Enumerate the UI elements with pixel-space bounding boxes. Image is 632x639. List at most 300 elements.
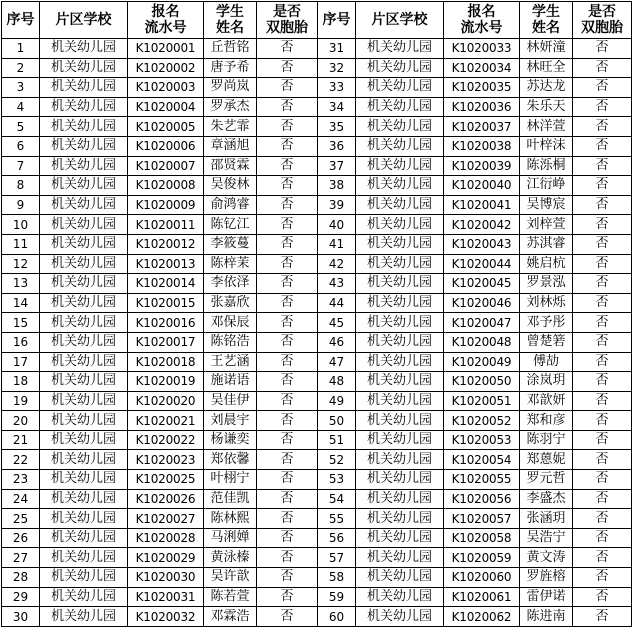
table-row [2,176,632,196]
serial-cell: K1020034 [444,58,520,78]
twin-cell: 否 [257,411,318,431]
school-cell: 机关幼儿园 [356,136,444,156]
table-row [2,97,632,117]
school-cell: 机关幼儿园 [40,332,128,352]
serial-cell: K1020028 [128,528,204,548]
twin-cell: 否 [573,97,632,117]
school-cell: 机关幼儿园 [356,548,444,568]
name-cell: 曾楚箬 [520,332,573,352]
name-cell: 罗旌榕 [520,568,573,588]
seq-cell: 16 [2,332,40,352]
serial-cell: K1020023 [128,450,204,470]
name-header [204,2,257,39]
school-cell: 机关幼儿园 [356,332,444,352]
serial-cell: K1020046 [444,293,520,313]
table-row [2,568,632,588]
serial-cell: K1020025 [128,470,204,490]
twin-cell: 否 [257,587,318,607]
twin-cell: 否 [257,117,318,137]
name-cell: 丘哲铭 [204,39,257,59]
header-line: 报名 [467,4,496,20]
school-cell: 机关幼儿园 [40,195,128,215]
name-cell: 刘晨宇 [204,411,257,431]
twin-cell: 否 [257,372,318,392]
name-cell: 姚启杭 [520,254,573,274]
school-cell: 机关幼儿园 [356,293,444,313]
seq-cell: 30 [2,607,40,627]
serial-cell: K1020031 [128,587,204,607]
twin-cell: 否 [257,58,318,78]
name-cell: 叶梓沫 [520,136,573,156]
twin-cell: 否 [257,548,318,568]
seq-cell: 32 [318,58,356,78]
school-cell: 机关幼儿园 [356,607,444,627]
seq-cell: 57 [318,548,356,568]
twin-cell: 否 [257,607,318,627]
twin-cell: 否 [573,470,632,490]
twin-cell: 否 [573,313,632,333]
seq-cell: 54 [318,489,356,509]
table-row [2,509,632,529]
twin-cell: 否 [573,391,632,411]
serial-cell: K1020060 [444,568,520,588]
name-cell: 张涵玥 [520,509,573,529]
seq-cell: 48 [318,372,356,392]
school-cell: 机关幼儿园 [356,78,444,98]
school-cell: 机关幼儿园 [40,274,128,294]
table-row [2,450,632,470]
header-line: 片区学校 [371,12,428,28]
twin-cell: 否 [573,332,632,352]
seq-cell: 31 [318,39,356,59]
table-row [2,352,632,372]
header-line: 双胞胎 [581,20,623,36]
serial-cell: K1020053 [444,430,520,450]
school-cell: 机关幼儿园 [356,176,444,196]
school-cell: 机关幼儿园 [356,430,444,450]
name-cell: 陈梓茉 [204,254,257,274]
name-cell: 黄文涛 [520,548,573,568]
serial-cell: K1020026 [128,489,204,509]
serial-cell: K1020047 [444,313,520,333]
twin-cell: 否 [573,352,632,372]
twin-cell: 否 [257,293,318,313]
seq-cell: 35 [318,117,356,137]
serial-cell: K1020030 [128,568,204,588]
seq-cell: 42 [318,254,356,274]
serial-cell: K1020055 [444,470,520,490]
seq-cell: 19 [2,391,40,411]
serial-cell: K1020005 [128,117,204,137]
table-row [2,548,632,568]
table-row [2,117,632,137]
twin-cell: 否 [257,450,318,470]
school-cell: 机关幼儿园 [356,313,444,333]
twin-cell: 否 [573,587,632,607]
twin-cell: 否 [257,352,318,372]
serial-cell: K1020045 [444,274,520,294]
header-line: 序号 [6,12,35,28]
serial-cell: K1020011 [128,215,204,235]
name-cell: 黄泳榛 [204,548,257,568]
serial-cell: K1020021 [128,411,204,431]
serial-cell: K1020008 [128,176,204,196]
seq-cell: 44 [318,293,356,313]
school-cell: 机关幼儿园 [40,136,128,156]
twin-cell: 否 [573,509,632,529]
twin-cell: 否 [573,254,632,274]
table-row [2,489,632,509]
seq-cell: 7 [2,156,40,176]
school-cell: 机关幼儿园 [40,450,128,470]
name-cell: 邓予彤 [520,313,573,333]
serial-cell: K1020022 [128,430,204,450]
seq-cell: 4 [2,97,40,117]
header-line: 流水号 [460,20,503,36]
school-cell: 机关幼儿园 [40,97,128,117]
table-row [2,274,632,294]
serial-cell: K1020062 [444,607,520,627]
school-cell: 机关幼儿园 [356,391,444,411]
school-cell: 机关幼儿园 [356,97,444,117]
name-cell: 吴佳伊 [204,391,257,411]
twin-cell: 否 [257,78,318,98]
seq-cell: 52 [318,450,356,470]
table-row [2,156,632,176]
table-row [2,136,632,156]
school-cell: 机关幼儿园 [356,568,444,588]
name-cell: 陈泺桐 [520,156,573,176]
name-cell: 朱艺霏 [204,117,257,137]
table-row [2,391,632,411]
school-cell: 机关幼儿园 [40,470,128,490]
seq-cell: 17 [2,352,40,372]
school-cell: 机关幼儿园 [356,254,444,274]
table-row [2,234,632,254]
twin-cell: 否 [573,78,632,98]
name-cell: 吴浩宁 [520,528,573,548]
serial-cell: K1020009 [128,195,204,215]
seq-cell: 39 [318,195,356,215]
school-cell: 机关幼儿园 [356,58,444,78]
school-cell: 机关幼儿园 [356,117,444,137]
twin-cell: 否 [257,254,318,274]
twin-cell: 否 [573,39,632,59]
name-cell: 罗尚岚 [204,78,257,98]
seq-cell: 28 [2,568,40,588]
school-cell: 机关幼儿园 [356,215,444,235]
school-cell: 机关幼儿园 [40,528,128,548]
name-cell: 李依泽 [204,274,257,294]
serial-header [128,2,204,39]
header-line: 双胞胎 [266,20,308,36]
seq-header-2 [318,2,356,39]
seq-cell: 26 [2,528,40,548]
serial-header-2 [444,2,520,39]
school-cell: 机关幼儿园 [356,450,444,470]
header-line: 姓名 [216,20,244,36]
twin-cell: 否 [257,509,318,529]
twin-cell: 否 [573,568,632,588]
seq-cell: 1 [2,39,40,59]
header-row [2,2,632,39]
twin-cell: 否 [573,548,632,568]
serial-cell: K1020001 [128,39,204,59]
serial-cell: K1020043 [444,234,520,254]
school-cell: 机关幼儿园 [40,430,128,450]
twin-cell: 否 [573,411,632,431]
seq-cell: 22 [2,450,40,470]
serial-cell: K1020018 [128,352,204,372]
twin-cell: 否 [573,293,632,313]
name-cell: 朱乐天 [520,97,573,117]
header-line: 序号 [322,12,351,28]
twin-cell: 否 [573,176,632,196]
header-line: 学生 [532,4,560,20]
seq-cell: 29 [2,587,40,607]
name-cell: 傅劼 [520,352,573,372]
twin-cell: 否 [257,489,318,509]
table-row [2,293,632,313]
header-line: 是否 [273,4,301,20]
twin-cell: 否 [573,607,632,627]
seq-cell: 56 [318,528,356,548]
twin-cell: 否 [573,528,632,548]
name-cell: 吴俊林 [204,176,257,196]
school-cell: 机关幼儿园 [40,568,128,588]
serial-cell: K1020039 [444,156,520,176]
seq-cell: 20 [2,411,40,431]
school-cell: 机关幼儿园 [40,117,128,137]
serial-cell: K1020002 [128,58,204,78]
twin-cell: 否 [573,117,632,137]
seq-cell: 45 [318,313,356,333]
school-cell: 机关幼儿园 [356,195,444,215]
name-cell: 陈铭浩 [204,332,257,352]
school-cell: 机关幼儿园 [40,548,128,568]
school-cell: 机关幼儿园 [40,411,128,431]
seq-cell: 41 [318,234,356,254]
seq-cell: 27 [2,548,40,568]
twin-cell: 否 [257,568,318,588]
seq-cell: 8 [2,176,40,196]
name-cell: 张嘉欣 [204,293,257,313]
name-cell: 涂岚玥 [520,372,573,392]
table-row [2,470,632,490]
twin-cell: 否 [257,430,318,450]
serial-cell: K1020061 [444,587,520,607]
twin-cell: 否 [257,391,318,411]
table-row [2,372,632,392]
name-cell: 范佳凯 [204,489,257,509]
table-row [2,332,632,352]
name-cell: 苏达龙 [520,78,573,98]
serial-cell: K1020004 [128,97,204,117]
twin-cell: 否 [257,470,318,490]
serial-cell: K1020057 [444,509,520,529]
school-cell: 机关幼儿园 [356,234,444,254]
seq-cell: 9 [2,195,40,215]
name-cell: 苏淇睿 [520,234,573,254]
twin-cell: 否 [573,274,632,294]
serial-cell: K1020056 [444,489,520,509]
school-cell: 机关幼儿园 [40,489,128,509]
name-cell: 刘梓萱 [520,215,573,235]
twin-cell: 否 [257,215,318,235]
seq-cell: 13 [2,274,40,294]
seq-cell: 24 [2,489,40,509]
serial-cell: K1020033 [444,39,520,59]
header-line: 流水号 [144,20,187,36]
serial-cell: K1020013 [128,254,204,274]
seq-cell: 3 [2,78,40,98]
school-cell: 机关幼儿园 [356,352,444,372]
school-cell: 机关幼儿园 [356,528,444,548]
serial-cell: K1020044 [444,254,520,274]
seq-cell: 55 [318,509,356,529]
twin-cell: 否 [257,97,318,117]
twin-cell: 否 [573,195,632,215]
name-cell: 陈进南 [520,607,573,627]
twin-cell: 否 [573,234,632,254]
school-cell: 机关幼儿园 [356,489,444,509]
seq-cell: 36 [318,136,356,156]
serial-cell: K1020037 [444,117,520,137]
serial-cell: K1020017 [128,332,204,352]
serial-cell: K1020007 [128,156,204,176]
seq-cell: 11 [2,234,40,254]
school-cell: 机关幼儿园 [356,411,444,431]
serial-cell: K1020050 [444,372,520,392]
school-cell: 机关幼儿园 [40,156,128,176]
name-cell: 陈钇江 [204,215,257,235]
seq-cell: 59 [318,587,356,607]
school-cell: 机关幼儿园 [40,391,128,411]
seq-cell: 60 [318,607,356,627]
name-cell: 吴许歆 [204,568,257,588]
school-cell: 机关幼儿园 [40,254,128,274]
school-cell: 机关幼儿园 [40,313,128,333]
serial-cell: K1020015 [128,293,204,313]
seq-cell: 38 [318,176,356,196]
school-cell: 机关幼儿园 [356,274,444,294]
table-row [2,215,632,235]
name-cell: 施诺语 [204,372,257,392]
twin-header-2 [573,2,632,39]
school-cell: 机关幼儿园 [40,39,128,59]
table-row [2,58,632,78]
header-line: 报名 [151,4,180,20]
twin-cell: 否 [257,234,318,254]
seq-cell: 23 [2,470,40,490]
school-cell: 机关幼儿园 [40,234,128,254]
table-row [2,313,632,333]
name-cell: 邵贤霖 [204,156,257,176]
serial-cell: K1020006 [128,136,204,156]
name-cell: 俞鸿睿 [204,195,257,215]
twin-cell: 否 [257,274,318,294]
school-cell: 机关幼儿园 [40,58,128,78]
seq-cell: 2 [2,58,40,78]
name-cell: 林旺全 [520,58,573,78]
school-cell: 机关幼儿园 [40,78,128,98]
serial-cell: K1020048 [444,332,520,352]
name-cell: 陈若萱 [204,587,257,607]
twin-cell: 否 [257,332,318,352]
seq-cell: 21 [2,430,40,450]
name-cell: 林妍潼 [520,39,573,59]
seq-cell: 50 [318,411,356,431]
seq-cell: 12 [2,254,40,274]
school-cell: 机关幼儿园 [40,176,128,196]
twin-cell: 否 [257,136,318,156]
serial-cell: K1020003 [128,78,204,98]
name-cell: 郑依馨 [204,450,257,470]
name-cell: 王艺涵 [204,352,257,372]
school-cell: 机关幼儿园 [356,509,444,529]
twin-cell: 否 [257,176,318,196]
school-cell: 机关幼儿园 [356,587,444,607]
twin-cell: 否 [257,156,318,176]
table-row [2,411,632,431]
name-cell: 章涵旭 [204,136,257,156]
serial-cell: K1020027 [128,509,204,529]
name-cell: 罗承杰 [204,97,257,117]
twin-cell: 否 [257,528,318,548]
name-cell: 李盛杰 [520,489,573,509]
name-cell: 罗元哲 [520,470,573,490]
seq-cell: 47 [318,352,356,372]
table-row [2,528,632,548]
seq-cell: 46 [318,332,356,352]
serial-cell: K1020038 [444,136,520,156]
seq-cell: 15 [2,313,40,333]
name-cell: 杨谦奕 [204,430,257,450]
school-cell: 机关幼儿园 [40,607,128,627]
serial-cell: K1020040 [444,176,520,196]
school-cell: 机关幼儿园 [40,352,128,372]
seq-cell: 53 [318,470,356,490]
serial-cell: K1020058 [444,528,520,548]
twin-cell: 否 [573,372,632,392]
seq-cell: 6 [2,136,40,156]
school-cell: 机关幼儿园 [356,372,444,392]
twin-cell: 否 [573,136,632,156]
twin-cell: 否 [257,39,318,59]
seq-cell: 18 [2,372,40,392]
serial-cell: K1020051 [444,391,520,411]
name-cell: 林洋萱 [520,117,573,137]
seq-cell: 37 [318,156,356,176]
name-cell: 刘林烁 [520,293,573,313]
name-cell: 雷伊诺 [520,587,573,607]
serial-cell: K1020016 [128,313,204,333]
name-cell: 邓歆妍 [520,391,573,411]
twin-cell: 否 [573,58,632,78]
school-cell: 机关幼儿园 [40,509,128,529]
serial-cell: K1020029 [128,548,204,568]
school-cell: 机关幼儿园 [40,587,128,607]
twin-header [257,2,318,39]
name-cell: 李筱蔓 [204,234,257,254]
table-row [2,430,632,450]
table-row [2,39,632,59]
name-header-2 [520,2,573,39]
serial-cell: K1020036 [444,97,520,117]
name-cell: 邓保辰 [204,313,257,333]
school-cell: 机关幼儿园 [356,39,444,59]
name-cell: 郑蒽妮 [520,450,573,470]
